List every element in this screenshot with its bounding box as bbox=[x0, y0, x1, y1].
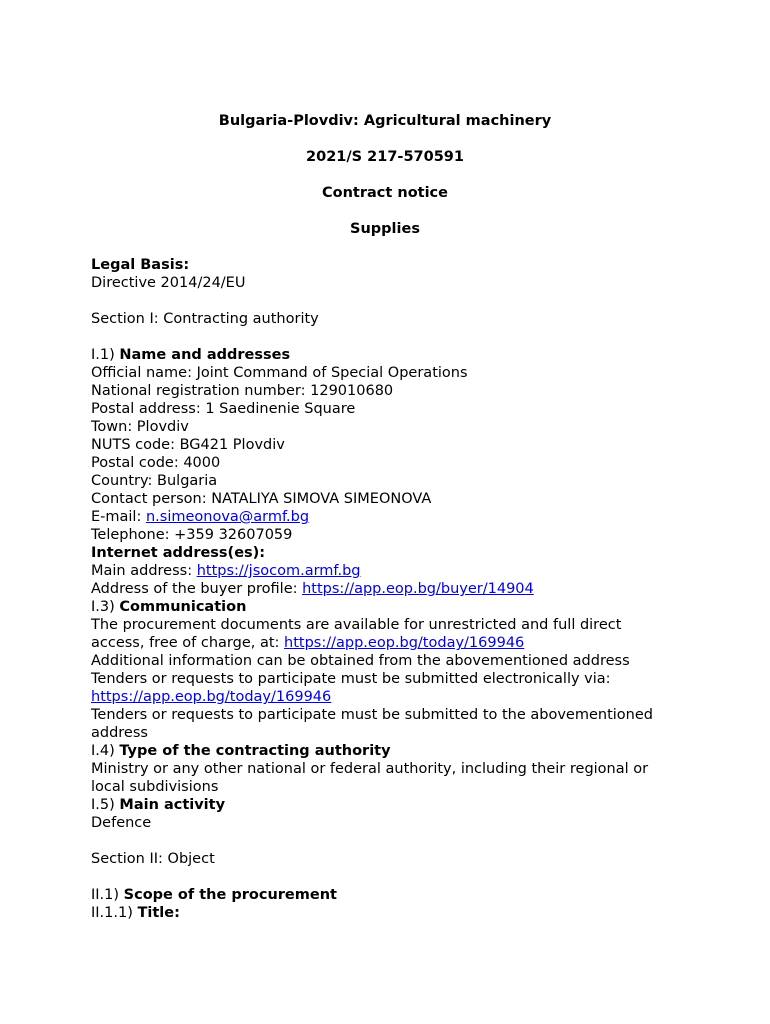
email-label: E-mail: bbox=[91, 509, 146, 525]
notice-number: 2021/S 217-570591 bbox=[306, 149, 464, 165]
buyer-profile-link[interactable]: https://app.eop.bg/buyer/14904 bbox=[302, 581, 534, 597]
registration-number: National registration number: 129010680 bbox=[91, 383, 394, 399]
legal-basis-value: Directive 2014/24/EU bbox=[91, 275, 246, 291]
notice-type: Contract notice bbox=[322, 185, 448, 201]
heading-ii11 bbox=[91, 904, 691, 922]
heading-ii1-label: Scope of the procurement bbox=[123, 887, 337, 903]
main-address-line bbox=[91, 562, 691, 580]
heading-i4-number: I.4) bbox=[91, 743, 120, 759]
heading-ii1-number: II.1) bbox=[91, 887, 124, 903]
main-address-link[interactable]: https://jsocom.armf.bg bbox=[196, 563, 361, 579]
internet-addresses-label: Internet address(es): bbox=[91, 545, 266, 561]
main-address-label: Main address: bbox=[91, 563, 197, 579]
heading-ii1 bbox=[91, 886, 691, 904]
nuts-code: NUTS code: BG421 Plovdiv bbox=[91, 437, 285, 453]
email-line bbox=[91, 508, 691, 526]
tenders-address: Tenders or requests to participate must be submitted to the abovementioned bbox=[91, 707, 653, 723]
postal-address: Postal address: 1 Saedinenie Square bbox=[91, 401, 356, 417]
country: Country: Bulgaria bbox=[91, 473, 218, 489]
buyer-profile-label: Address of the buyer profile: bbox=[91, 581, 303, 597]
email-link[interactable]: n.simeonova@armf.bg bbox=[145, 509, 310, 525]
notice-category: Supplies bbox=[350, 221, 420, 237]
buyer-profile-line bbox=[91, 580, 691, 598]
procurement-docs-link[interactable]: https://app.eop.bg/today/169946 bbox=[284, 635, 525, 651]
document-header bbox=[91, 112, 679, 256]
heading-i1 bbox=[91, 346, 691, 364]
heading-i3 bbox=[91, 598, 691, 616]
document-page bbox=[91, 112, 691, 922]
heading-i5-number: I.5) bbox=[91, 797, 120, 813]
tenders-link-line bbox=[91, 688, 691, 706]
heading-i3-label: Communication bbox=[119, 599, 247, 615]
tenders-electronic: Tenders or requests to participate must be submitted electronically via: bbox=[91, 671, 611, 687]
legal-basis-label: Legal Basis: bbox=[91, 257, 190, 273]
tenders-address-2: address bbox=[91, 725, 148, 741]
official-name: Official name: Joint Command of Special Operations bbox=[91, 365, 468, 381]
heading-i4 bbox=[91, 742, 691, 760]
heading-i4-label: Type of the contracting authority bbox=[119, 743, 391, 759]
section-1-title: Section I: Contracting authority bbox=[91, 311, 319, 327]
heading-i5 bbox=[91, 796, 691, 814]
additional-info: Additional information can be obtained from the abovementioned address bbox=[91, 653, 630, 669]
notice-title: Bulgaria-Plovdiv: Agricultural machinery bbox=[218, 113, 552, 129]
authority-type: Ministry or any other national or federal authority, including their regional or bbox=[91, 761, 649, 777]
procurement-docs-line bbox=[91, 634, 691, 652]
postal-code: Postal code: 4000 bbox=[91, 455, 221, 471]
section-2-title: Section II: Object bbox=[91, 851, 215, 867]
heading-i5-label: Main activity bbox=[119, 797, 226, 813]
heading-ii11-label: Title: bbox=[137, 905, 180, 921]
town: Town: Plovdiv bbox=[91, 419, 189, 435]
procurement-docs-text: The procurement documents are available for unrestricted and full direct bbox=[91, 617, 622, 633]
heading-i3-number: I.3) bbox=[91, 599, 120, 615]
procurement-docs-text-2: access, free of charge, at: bbox=[91, 635, 285, 651]
telephone: Telephone: +359 32607059 bbox=[91, 527, 293, 543]
heading-ii11-number: II.1.1) bbox=[91, 905, 138, 921]
heading-i1-label: Name and addresses bbox=[119, 347, 291, 363]
contact-person: Contact person: NATALIYA SIMOVA SIMEONOVA bbox=[91, 491, 432, 507]
main-activity: Defence bbox=[91, 815, 152, 831]
tenders-link[interactable]: https://app.eop.bg/today/169946 bbox=[91, 689, 332, 705]
authority-type-2: local subdivisions bbox=[91, 779, 219, 795]
heading-i1-number: I.1) bbox=[91, 347, 120, 363]
